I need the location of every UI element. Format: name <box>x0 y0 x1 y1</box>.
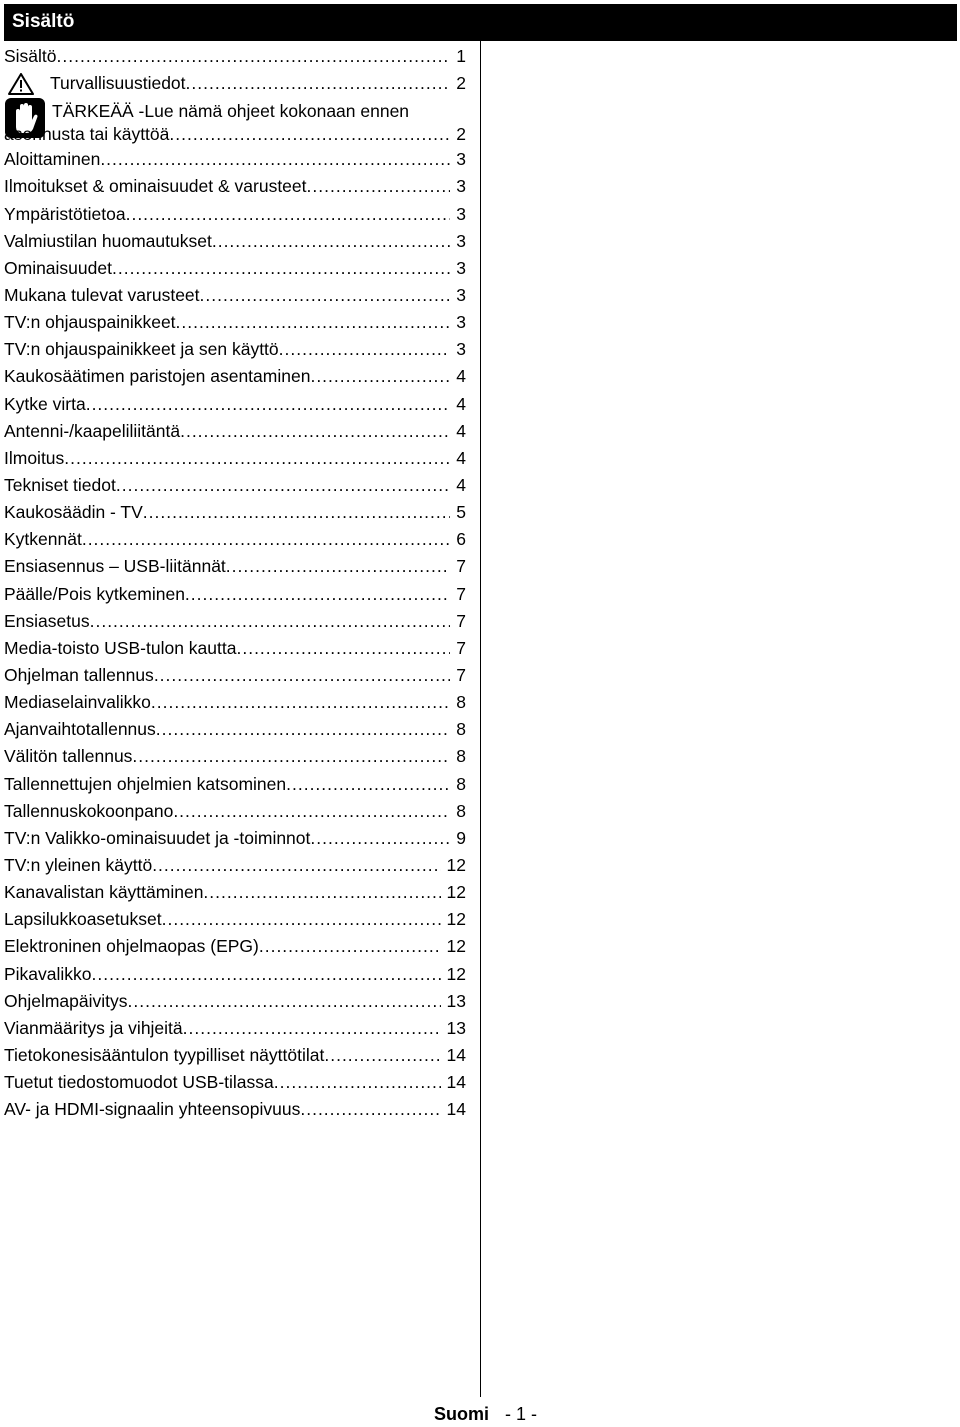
toc-entry[interactable] <box>4 1015 466 1042</box>
toc-entry-title: Ympäristötietoa <box>4 201 126 228</box>
toc-entry-page: 12 <box>446 882 466 903</box>
toc-entry[interactable] <box>4 581 466 608</box>
toc-entry-page: 8 <box>456 746 466 767</box>
toc-entry[interactable] <box>4 1042 466 1069</box>
toc-entry-page: 14 <box>446 1044 466 1065</box>
toc-entry-title: Ilmoitus <box>4 445 64 472</box>
toc-entry[interactable] <box>4 363 466 390</box>
page-footer <box>434 1404 537 1425</box>
toc-leader-dots <box>274 1069 441 1096</box>
toc-entry-title: Vianmääritys ja vihjeitä <box>4 1015 183 1042</box>
toc-entry[interactable] <box>4 391 466 418</box>
toc-leader-dots <box>143 499 450 526</box>
toc-entry[interactable] <box>4 43 466 70</box>
toc-leader-dots <box>154 662 450 689</box>
toc-leader-dots <box>324 1042 440 1069</box>
toc-entry-page: 7 <box>456 610 466 631</box>
toc-entry[interactable] <box>4 635 466 662</box>
toc-leader-dots <box>156 716 450 743</box>
toc-entry-title: Ilmoitukset & ominaisuudet & varusteet <box>4 173 307 200</box>
toc-leader-dots <box>176 309 451 336</box>
toc-entry-title: Ensiasennus – USB-liitännät <box>4 553 226 580</box>
toc-leader-dots <box>286 771 450 798</box>
table-of-contents <box>4 43 466 1123</box>
toc-entry-page: 4 <box>456 474 466 495</box>
toc-entry-page: 7 <box>456 637 466 658</box>
toc-entry-page: 13 <box>446 990 466 1011</box>
toc-entry-title: Kaukosäädin - TV <box>4 499 143 526</box>
toc-entry-title: AV- ja HDMI-signaalin yhteensopivuus <box>4 1096 300 1123</box>
toc-leader-dots <box>212 228 450 255</box>
toc-entry[interactable] <box>4 472 466 499</box>
toc-entry-title: TV:n ohjauspainikkeet ja sen käyttö <box>4 336 279 363</box>
toc-entry-title: Välitön tallennus <box>4 743 132 770</box>
toc-entry[interactable] <box>4 689 466 716</box>
toc-entry-page: 3 <box>456 149 466 170</box>
toc-entry-page: 8 <box>456 773 466 794</box>
toc-entry-page: 2 <box>456 124 466 145</box>
toc-leader-dots <box>92 961 441 988</box>
toc-leader-dots <box>86 391 451 418</box>
toc-entry-page: 8 <box>456 800 466 821</box>
toc-entry-title: TV:n Valikko-ominaisuudet ja -toiminnot <box>4 825 310 852</box>
toc-entry-title: Tekniset tiedot <box>4 472 116 499</box>
toc-entry[interactable] <box>4 716 466 743</box>
toc-entry-page: 6 <box>456 529 466 550</box>
toc-entry[interactable] <box>4 988 466 1015</box>
toc-entry[interactable] <box>4 418 466 445</box>
toc-entry[interactable] <box>4 608 466 635</box>
toc-entry-page: 7 <box>456 583 466 604</box>
toc-leader-dots <box>203 879 440 906</box>
toc-leader-dots <box>57 43 451 70</box>
toc-entry[interactable] <box>4 255 466 282</box>
toc-entry-page: 4 <box>456 366 466 387</box>
toc-leader-dots <box>200 282 451 309</box>
toc-entry-title: Päälle/Pois kytkeminen <box>4 581 185 608</box>
toc-entry-title: Sisältö <box>4 43 57 70</box>
toc-entry-page: 12 <box>446 909 466 930</box>
footer-page-number: - 1 - <box>504 1404 537 1424</box>
toc-entry[interactable] <box>4 499 466 526</box>
toc-entry-important[interactable] <box>4 97 466 146</box>
toc-entry-page: 14 <box>446 1099 466 1120</box>
toc-entry-title: Media-toisto USB-tulon kautta <box>4 635 236 662</box>
toc-entry-page: 8 <box>456 719 466 740</box>
toc-entry[interactable] <box>4 201 466 228</box>
toc-entry[interactable] <box>4 1069 466 1096</box>
toc-leader-dots <box>112 255 450 282</box>
toc-leader-dots <box>64 445 450 472</box>
toc-entry-page: 9 <box>456 827 466 848</box>
toc-entry-page: 4 <box>456 393 466 414</box>
toc-entry-page: 3 <box>456 203 466 224</box>
toc-entry-page: 4 <box>456 447 466 468</box>
toc-leader-dots <box>307 173 451 200</box>
toc-entry[interactable] <box>4 553 466 580</box>
toc-leader-dots <box>310 363 450 390</box>
toc-leader-dots <box>132 743 450 770</box>
toc-leader-dots <box>82 526 450 553</box>
toc-entry-title: Kanavalistan käyttäminen <box>4 879 203 906</box>
toc-entry[interactable] <box>4 743 466 770</box>
section-header <box>4 4 957 41</box>
toc-entry-title: Ajanvaihtotallennus <box>4 716 156 743</box>
toc-entry-page: 1 <box>456 46 466 66</box>
toc-entry-page: 3 <box>456 230 466 251</box>
toc-entry-title: Valmiustilan huomautukset <box>4 228 212 255</box>
toc-entry-title-continued: asennusta tai käyttöä <box>4 124 170 145</box>
toc-entry-title: Mediaselainvalikko <box>4 689 151 716</box>
toc-leader-dots <box>128 988 441 1015</box>
toc-leader-dots <box>173 798 450 825</box>
footer-language: Suomi <box>433 1404 489 1424</box>
toc-leader-dots <box>100 146 450 173</box>
toc-entry[interactable] <box>4 771 466 798</box>
toc-entry-title: TV:n ohjauspainikkeet <box>4 309 176 336</box>
toc-entry-title: Ominaisuudet <box>4 255 112 282</box>
toc-list <box>4 146 466 1123</box>
toc-entry[interactable] <box>4 798 466 825</box>
toc-entry-title: Ohjelman tallennus <box>4 662 154 689</box>
toc-leader-dots <box>169 122 450 146</box>
toc-leader-dots <box>279 336 451 363</box>
section-title: Sisältö <box>12 11 75 32</box>
toc-entry-title: Antenni-/kaapeliliitäntä <box>4 418 180 445</box>
toc-entry[interactable] <box>4 906 466 933</box>
toc-leader-dots <box>162 906 441 933</box>
toc-entry[interactable] <box>4 933 466 960</box>
toc-leader-dots <box>185 581 450 608</box>
toc-entry-title: Tietokonesisääntulon tyypilliset näyttötilat <box>4 1042 324 1069</box>
toc-entry-title: Lapsilukkoasetukset <box>4 906 162 933</box>
toc-entry-page: 13 <box>446 1017 466 1038</box>
toc-entry-title: TÄRKEÄÄ -Lue nämä ohjeet kokonaan ennen <box>52 101 410 122</box>
toc-entry[interactable] <box>4 146 466 173</box>
toc-entry-title: Ohjelmapäivitys <box>4 988 128 1015</box>
toc-entry[interactable] <box>4 173 466 200</box>
toc-leader-dots <box>152 852 440 879</box>
toc-entry[interactable] <box>4 282 466 309</box>
toc-leader-dots <box>180 418 450 445</box>
toc-entry-title: Tuetut tiedostomuodot USB-tilassa <box>4 1069 274 1096</box>
column-divider <box>480 41 481 1397</box>
toc-entry-page: 3 <box>456 176 466 197</box>
toc-leader-dots <box>116 472 450 499</box>
toc-entry-page: 3 <box>456 284 466 305</box>
toc-entry[interactable] <box>4 662 466 689</box>
toc-entry-page: 4 <box>456 420 466 441</box>
toc-entry-page: 12 <box>446 854 466 875</box>
toc-entry[interactable] <box>4 336 466 363</box>
toc-leader-dots <box>310 825 450 852</box>
toc-entry-page: 14 <box>446 1072 466 1093</box>
toc-entry[interactable] <box>4 852 466 879</box>
toc-entry-title: Kaukosäätimen paristojen asentaminen <box>4 363 310 390</box>
toc-entry-title: Kytke virta <box>4 391 86 418</box>
toc-entry-title: Aloittaminen <box>4 146 100 173</box>
toc-entry-page: 12 <box>446 963 466 984</box>
toc-entry[interactable] <box>4 879 466 906</box>
toc-leader-dots <box>236 635 450 662</box>
toc-entry-page: 7 <box>456 664 466 685</box>
toc-entry[interactable] <box>4 961 466 988</box>
toc-leader-dots <box>300 1096 440 1123</box>
toc-entry-title: Turvallisuustiedot <box>4 70 186 97</box>
toc-entry-page: 8 <box>456 692 466 713</box>
toc-entry-page: 3 <box>456 257 466 278</box>
toc-leader-dots <box>90 608 451 635</box>
toc-entry-page: 12 <box>446 936 466 957</box>
toc-entry[interactable] <box>4 445 466 472</box>
toc-entry-title: Kytkennät <box>4 526 82 553</box>
toc-entry-title: Mukana tulevat varusteet <box>4 282 200 309</box>
warning-triangle-icon <box>8 73 34 95</box>
toc-entry[interactable] <box>4 526 466 553</box>
toc-entry-page: 3 <box>456 312 466 333</box>
toc-leader-dots <box>226 553 450 580</box>
toc-entry-page: 7 <box>456 556 466 577</box>
toc-leader-dots <box>183 1015 441 1042</box>
toc-leader-dots <box>259 933 441 960</box>
toc-entry-title: Elektroninen ohjelmaopas (EPG) <box>4 933 259 960</box>
toc-entry-title: Tallennuskokoonpano <box>4 798 173 825</box>
toc-entry[interactable] <box>4 825 466 852</box>
toc-leader-dots <box>186 70 451 97</box>
toc-leader-dots <box>151 689 450 716</box>
toc-entry[interactable] <box>4 309 466 336</box>
toc-entry-title: Ensiasetus <box>4 608 90 635</box>
toc-entry[interactable] <box>4 1096 466 1123</box>
toc-entry-title: Tallennettujen ohjelmien katsominen <box>4 771 286 798</box>
toc-entry-page: 5 <box>456 502 466 523</box>
toc-leader-dots <box>126 201 451 228</box>
toc-entry[interactable] <box>4 228 466 255</box>
toc-entry-safety[interactable] <box>4 70 466 97</box>
toc-entry-title: TV:n yleinen käyttö <box>4 852 152 879</box>
toc-entry-page: 3 <box>456 339 466 360</box>
toc-entry-page: 2 <box>456 73 466 94</box>
toc-entry-title: Pikavalikko <box>4 961 92 988</box>
